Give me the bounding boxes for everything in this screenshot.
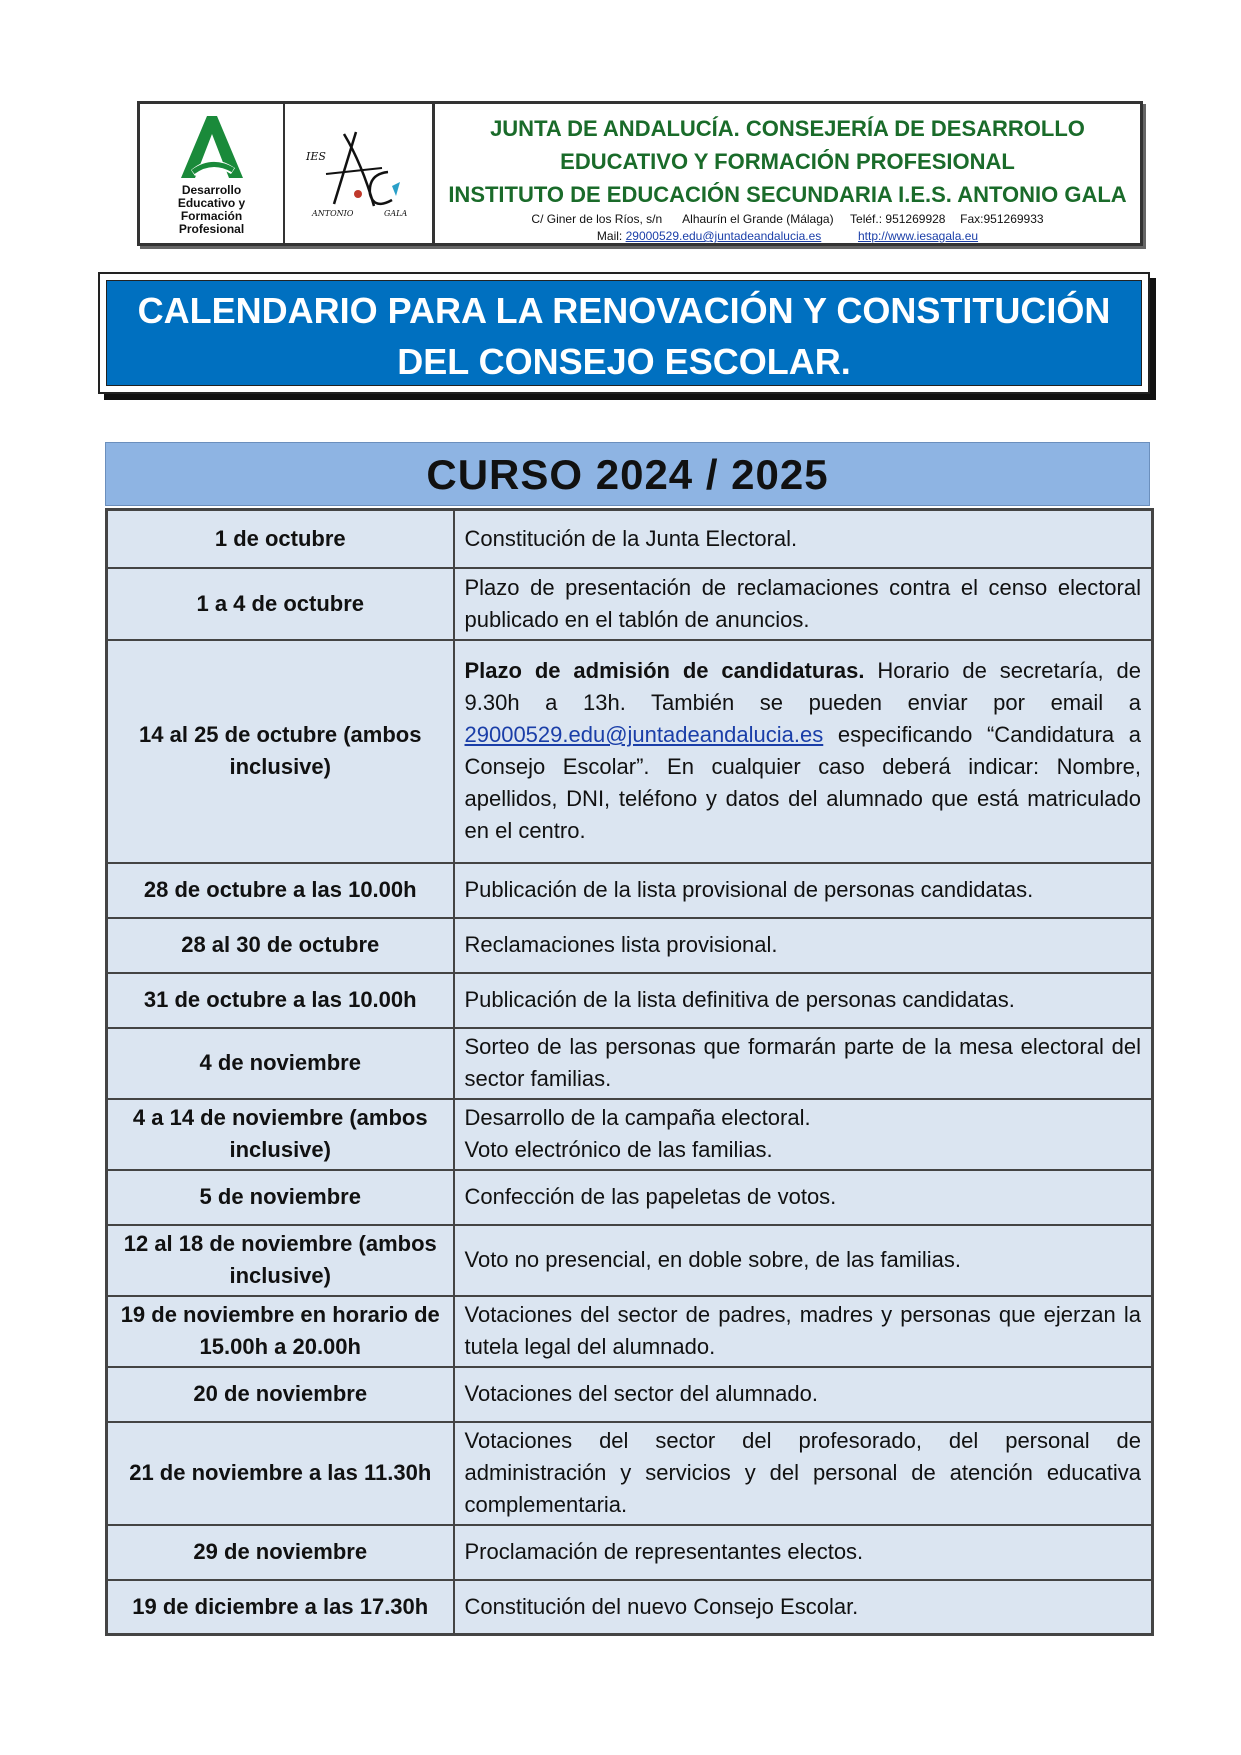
document-title	[106, 280, 1142, 386]
ies-logo-text-gala: GALA	[383, 208, 407, 218]
table-row	[107, 1367, 1153, 1422]
document-title-line-2: DEL CONSEJO ESCOLAR.	[397, 341, 851, 382]
row-description: Publicación de la lista provisional de personas candidatas.	[454, 863, 1153, 918]
row-description: Constitución de la Junta Electoral.	[454, 510, 1153, 568]
row-description	[454, 640, 1153, 863]
row-description: Sorteo de las personas que formarán parte de la mesa electoral del sector familias.	[454, 1028, 1153, 1099]
letterhead-text	[435, 104, 1140, 243]
table-row	[107, 1525, 1153, 1580]
ies-logo-text-antonio: ANTONIO	[311, 208, 353, 218]
header-address-line	[435, 211, 1140, 228]
row-date: 1 a 4 de octubre	[107, 568, 454, 640]
row-date: 28 al 30 de octubre	[107, 918, 454, 973]
row-description-line-2: Voto electrónico de las familias.	[464, 1137, 773, 1162]
header-fax: Fax:951269933	[960, 212, 1044, 226]
header-mail-link[interactable]: 29000529.edu@juntadeandalucia.es	[625, 229, 822, 243]
header-web-link[interactable]: http://www.iesagala.eu	[857, 229, 979, 243]
row-date: 19 de noviembre en horario de 15.00h a 20.00h	[107, 1296, 454, 1367]
row-description: Votaciones del sector del profesorado, del personal de administración y servicios y del personal de atención educativa complementaria.	[454, 1422, 1153, 1525]
junta-logo-text-3: Formación	[180, 209, 243, 223]
table-row	[107, 568, 1153, 640]
table-row	[107, 863, 1153, 918]
header-address: C/ Giner de los Ríos, s/n	[531, 212, 663, 226]
table-row	[107, 510, 1153, 568]
row-description-part-b: especificando “Candidatura a Consejo Escolar”. En cualquier caso deberá indicar: Nombre, apellidos, DNI, teléfono y datos del alumnado que está matriculado en el centro.	[464, 722, 1141, 843]
junta-logo-text-4: Profesional	[178, 222, 245, 236]
table-row	[107, 1028, 1153, 1099]
row-date: 4 de noviembre	[107, 1028, 454, 1099]
row-description: Reclamaciones lista provisional.	[454, 918, 1153, 973]
row-date: 4 a 14 de noviembre (ambos inclusive)	[107, 1099, 454, 1170]
row-description: Publicación de la lista definitiva de personas candidatas.	[454, 973, 1153, 1028]
document-title-box	[98, 272, 1150, 394]
row-date: 31 de octubre a las 10.00h	[107, 973, 454, 1028]
table-row	[107, 1296, 1153, 1367]
row-date: 19 de diciembre a las 17.30h	[107, 1580, 454, 1635]
row-description	[454, 1099, 1153, 1170]
row-date: 5 de noviembre	[107, 1170, 454, 1225]
course-year-bar: CURSO 2024 / 2025	[105, 442, 1150, 506]
table-row	[107, 1422, 1153, 1525]
row-description: Proclamación de representantes electos.	[454, 1525, 1153, 1580]
row-description: Votaciones del sector de padres, madres y personas que ejerzan la tutela legal del alumnado.	[454, 1296, 1153, 1367]
ies-antonio-gala-logo-icon	[304, 124, 414, 224]
table-row	[107, 973, 1153, 1028]
junta-andalucia-logo-icon	[177, 112, 247, 182]
header-city: Alhaurín el Grande (Málaga)	[682, 212, 834, 226]
header-mail-label: Mail:	[596, 229, 623, 243]
header-phone: Teléf.: 951269928	[850, 212, 946, 226]
document-title-line-1: CALENDARIO PARA LA RENOVACIÓN Y CONSTITUCIÓN	[137, 290, 1111, 331]
row-description-bold: Plazo de admisión de candidaturas.	[464, 658, 865, 683]
row-description: Voto no presencial, en doble sobre, de las familias.	[454, 1225, 1153, 1296]
table-row	[107, 640, 1153, 863]
header-line-3: INSTITUTO DE EDUCACIÓN SECUNDARIA I.E.S. ANTONIO GALA	[448, 182, 1127, 207]
row-email-link[interactable]: 29000529.edu@juntadeandalucia.es	[464, 722, 824, 747]
table-row	[107, 1099, 1153, 1170]
row-date: 14 al 25 de octubre (ambos inclusive)	[107, 640, 454, 863]
row-date: 28 de octubre a las 10.00h	[107, 863, 454, 918]
table-row	[107, 1580, 1153, 1635]
junta-logo	[140, 104, 285, 243]
row-date: 21 de noviembre a las 11.30h	[107, 1422, 454, 1525]
header-line-1: JUNTA DE ANDALUCÍA. CONSEJERÍA DE DESARROLLO	[490, 116, 1085, 141]
ies-logo-text-ies: IES	[305, 149, 326, 163]
row-description: Confección de las papeletas de votos.	[454, 1170, 1153, 1225]
letterhead	[137, 101, 1143, 246]
header-line-2: EDUCATIVO Y FORMACIÓN PROFESIONAL	[560, 149, 1015, 174]
header-contact-line	[435, 228, 1140, 245]
row-date: 1 de octubre	[107, 510, 454, 568]
row-description-line-1: Desarrollo de la campaña electoral.	[464, 1105, 811, 1130]
table-row	[107, 1225, 1153, 1296]
row-description: Votaciones del sector del alumnado.	[454, 1367, 1153, 1422]
row-description: Plazo de presentación de reclamaciones contra el censo electoral publicado en el tablón de anuncios.	[454, 568, 1153, 640]
row-description-part-a: Horario de secretaría, de 9.30h a 13h. También se pueden enviar por email a	[464, 658, 1141, 715]
ies-logo	[285, 104, 435, 243]
schedule-table	[105, 508, 1154, 1636]
row-date: 29 de noviembre	[107, 1525, 454, 1580]
junta-logo-text-2: Educativo y	[177, 196, 246, 210]
table-row	[107, 1170, 1153, 1225]
junta-logo-text-1: Desarrollo	[181, 183, 242, 197]
row-date: 20 de noviembre	[107, 1367, 454, 1422]
table-row	[107, 918, 1153, 973]
row-description: Constitución del nuevo Consejo Escolar.	[454, 1580, 1153, 1635]
row-date: 12 al 18 de noviembre (ambos inclusive)	[107, 1225, 454, 1296]
